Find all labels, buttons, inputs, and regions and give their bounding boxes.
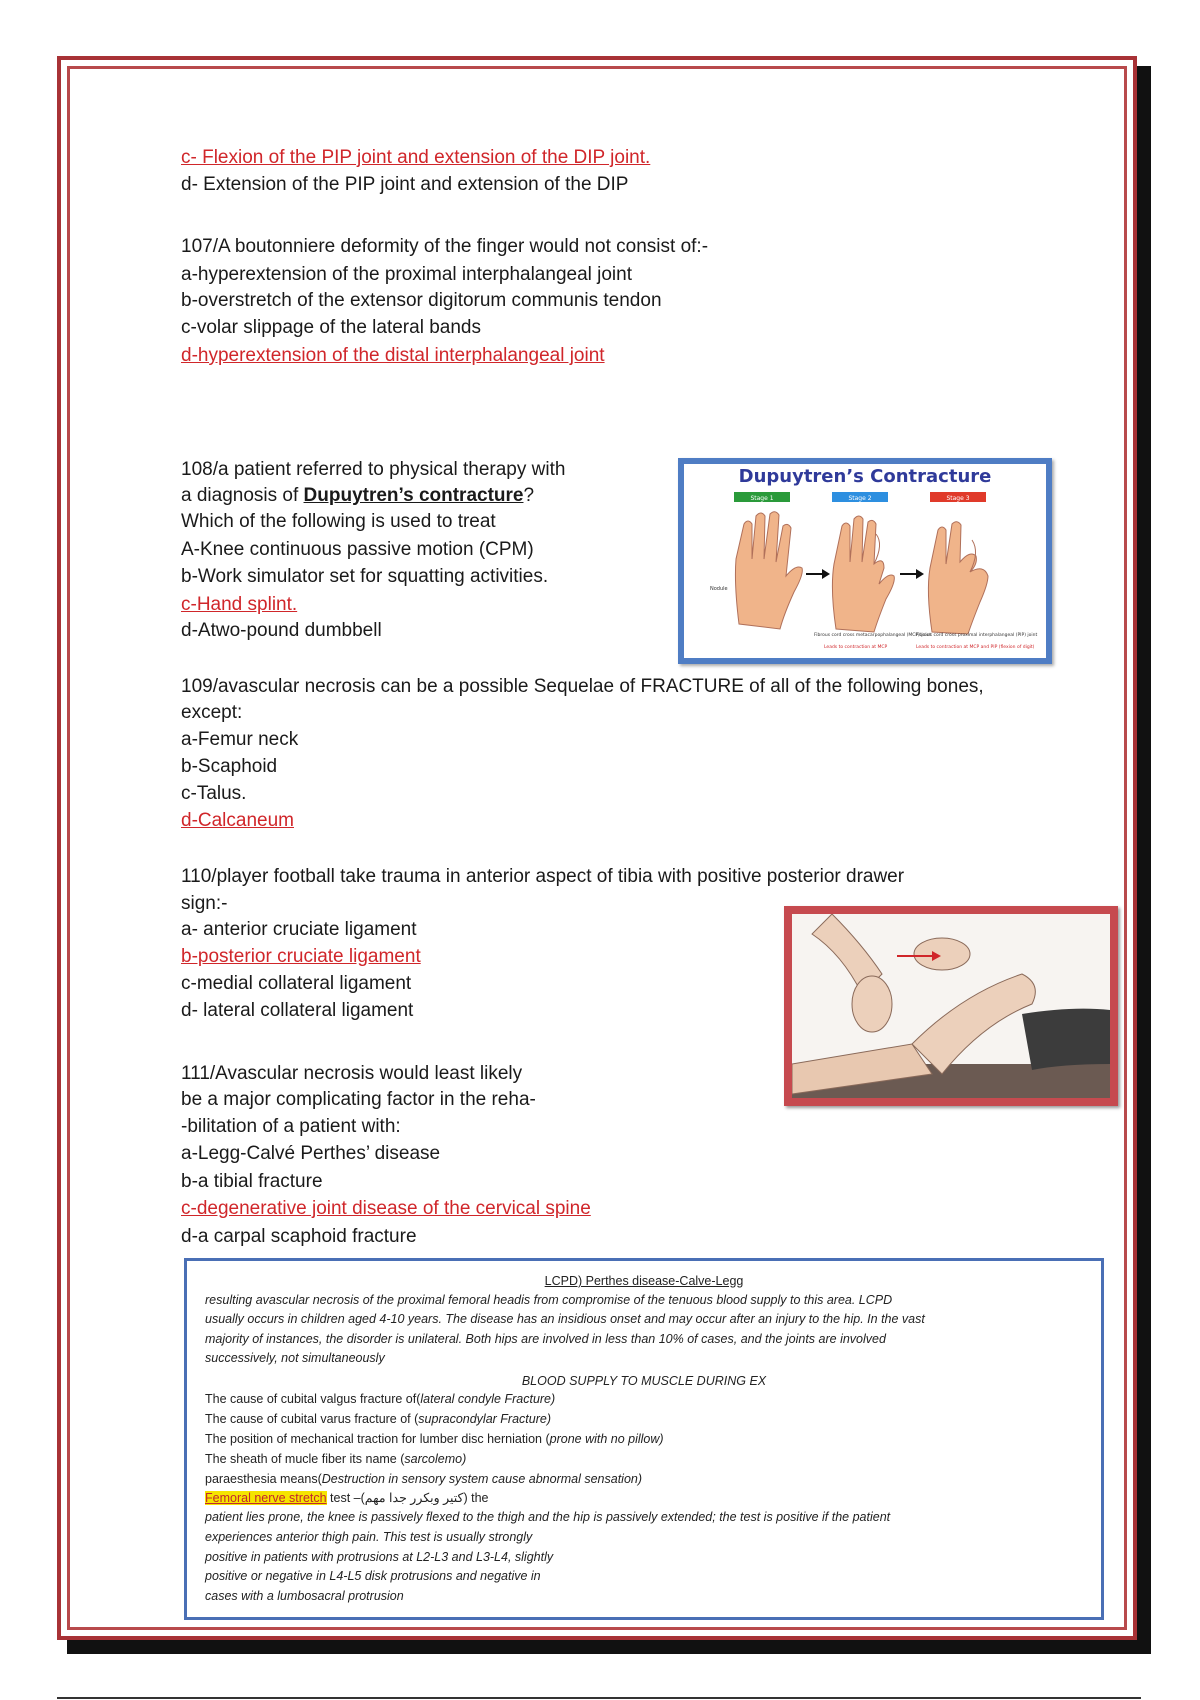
q108-dupuytren-term: Dupuytren’s contracture bbox=[303, 485, 524, 506]
q111-stem-line1: 111/Avascular necrosis would least likely bbox=[181, 1063, 523, 1084]
notes-femoral-line1: patient lies prone, the knee is passively flexed to the thigh and the hip is passively extended; the test is positive if the patient bbox=[205, 1510, 891, 1524]
lead-mcp-pip-label: Leads to contraction at MCP and PIP (flexion of digit) bbox=[916, 645, 1035, 650]
notes-paragraph-line2: usually occurs in children aged 4-10 years. The disease has an insidious onset and may occur after an injury to the hip. In the vast bbox=[205, 1312, 925, 1326]
lead-mcp-label: Leads to contraction at MCP bbox=[824, 645, 888, 650]
q108-stem-line2-suffix: ? bbox=[523, 485, 535, 506]
dupuytren-figure-canvas bbox=[684, 464, 1046, 658]
q106-option-d: d- Extension of the PIP joint and extension of the DIP bbox=[181, 174, 629, 195]
q107-option-d-answer: d-hyperextension of the distal interphalangeal joint bbox=[181, 345, 605, 366]
notes-sheath-text: The sheath of mucle fiber its name ( bbox=[205, 1452, 405, 1466]
dupuytren-contracture-figure bbox=[678, 458, 1052, 664]
q108-stem-line2 bbox=[181, 485, 534, 507]
notes-paragraph-line1: resulting avascular necrosis of the proximal femoral headis from compromise of the tenuous blood supply to this area. LCPD bbox=[205, 1293, 893, 1307]
posterior-drawer-illustration bbox=[792, 914, 1110, 1098]
q107-option-a: a-hyperextension of the proximal interphalangeal joint bbox=[181, 264, 632, 285]
notes-cubital-valgus bbox=[205, 1391, 555, 1407]
q108-option-a: A-Knee continuous passive motion (CPM) bbox=[181, 539, 534, 560]
notes-femoral-line3: positive in patients with protrusions at L2-L3 and L3-L4, slightly bbox=[205, 1550, 554, 1564]
q110-option-a: a- anterior cruciate ligament bbox=[181, 919, 417, 940]
lcpd-notes-box bbox=[184, 1258, 1104, 1620]
q110-option-d: d- lateral collateral ligament bbox=[181, 1000, 414, 1021]
q109-option-c: c-Talus. bbox=[181, 783, 247, 804]
q111-option-a: a-Legg-Calvé Perthes’ disease bbox=[181, 1143, 441, 1164]
notes-paraesthesia bbox=[205, 1471, 642, 1487]
q110-stem-line2: sign:- bbox=[181, 893, 228, 914]
q109-stem-line2: except: bbox=[181, 702, 243, 723]
notes-heading: LCPD) Perthes disease-Calve-Legg bbox=[544, 1274, 744, 1288]
knee-figure-canvas bbox=[792, 914, 1110, 1098]
progression-arrow-icon bbox=[900, 569, 924, 579]
progression-arrow-icon bbox=[806, 569, 830, 579]
q108-option-d: d-Atwo-pound dumbbell bbox=[181, 620, 382, 641]
page-bottom-rule bbox=[57, 1697, 1141, 1699]
stage3-label: Stage 3 bbox=[946, 495, 970, 502]
notes-femoral-line5: cases with a lumbosacral protrusion bbox=[205, 1589, 404, 1603]
q111-stem-line2: be a major complicating factor in the reha- bbox=[181, 1089, 536, 1110]
q109-stem-line1: 109/avascular necrosis can be a possible Sequelae of FRACTURE of all of the following bones, bbox=[181, 676, 984, 697]
patient-foot bbox=[852, 976, 892, 1032]
hand-stage1-icon bbox=[735, 512, 802, 629]
nodule-label: Nodule bbox=[710, 586, 728, 592]
notes-cubital-varus bbox=[205, 1411, 551, 1427]
notes-femoral-line2: experiences anterior thigh pain. This test is usually strongly bbox=[205, 1530, 533, 1544]
posterior-drawer-test-figure bbox=[784, 906, 1118, 1106]
q109-option-d-answer: d-Calcaneum bbox=[181, 810, 294, 831]
q107-option-c: c-volar slippage of the lateral bands bbox=[181, 317, 481, 338]
notes-paragraph-line4: successively, not simultaneously bbox=[205, 1351, 385, 1365]
notes-paraesthesia-text: paraesthesia means( bbox=[205, 1472, 322, 1486]
femoral-nerve-stretch-highlight: Femoral nerve stretch bbox=[205, 1491, 327, 1505]
q107-option-b: b-overstretch of the extensor digitorum communis tendon bbox=[181, 290, 662, 311]
shank-shape bbox=[912, 974, 1035, 1074]
femoral-nerve-stretch-text: test –(كتير وبكرر جدا مهم) the bbox=[326, 1491, 489, 1505]
q110-stem-line1: 110/player football take trauma in anterior aspect of tibia with positive posterior drawer bbox=[181, 866, 905, 887]
q108-option-c-answer: c-Hand splint. bbox=[181, 594, 298, 615]
cord-pip-label: Fibrous cord cross proximal interphalangeal (PIP) joint bbox=[916, 633, 1038, 638]
notes-femoral-nerve-stretch bbox=[205, 1490, 489, 1506]
q108-stem-line3: Which of the following is used to treat bbox=[181, 511, 496, 532]
notes-paragraph-line3: majority of instances, the disorder is unilateral. Both hips are involved in less than 10% of cases, and the joints are involved bbox=[205, 1332, 886, 1346]
q106-option-c-answer: c- Flexion of the PIP joint and extension of the DIP joint. bbox=[181, 147, 651, 168]
notes-sheath-answer: sarcolemo) bbox=[404, 1452, 467, 1466]
q109-option-a: a-Femur neck bbox=[181, 729, 299, 750]
notes-blood-supply: BLOOD SUPPLY TO MUSCLE DURING EX bbox=[521, 1374, 767, 1388]
notes-cubital-valgus-answer: lateral condyle Fracture) bbox=[420, 1392, 556, 1406]
dupuytren-figure-title: Dupuytren’s Contracture bbox=[738, 466, 992, 487]
cord-mcp-label: Fibrous cord cross metacarpophalangeal (MCP) joint bbox=[814, 633, 932, 638]
notes-cubital-valgus-text: The cause of cubital valgus fracture of( bbox=[205, 1392, 421, 1406]
notes-paraesthesia-answer: Destruction in sensory system cause abnormal sensation) bbox=[321, 1472, 643, 1486]
q111-option-c-answer: c-degenerative joint disease of the cervical spine bbox=[181, 1198, 591, 1219]
q110-option-c: c-medial collateral ligament bbox=[181, 973, 412, 994]
stage1-label: Stage 1 bbox=[750, 495, 774, 502]
notes-cubital-varus-text: The cause of cubital varus fracture of ( bbox=[205, 1412, 419, 1426]
q111-option-d: d-a carpal scaphoid fracture bbox=[181, 1226, 417, 1247]
q108-option-b: b-Work simulator set for squatting activities. bbox=[181, 566, 549, 587]
examiner-hand bbox=[914, 938, 970, 970]
notes-cubital-varus-answer: supracondylar Fracture) bbox=[418, 1412, 551, 1426]
q108-stem-line2-prefix: a diagnosis of bbox=[181, 485, 304, 506]
q111-option-b: b-a tibial fracture bbox=[181, 1171, 323, 1192]
notes-traction-position bbox=[205, 1431, 664, 1447]
q107-stem: 107/A boutonniere deformity of the finger would not consist of:- bbox=[181, 236, 709, 257]
dupuytren-hands-illustration bbox=[684, 464, 1046, 658]
q109-option-b: b-Scaphoid bbox=[181, 756, 278, 777]
hand-stage3-icon bbox=[928, 522, 988, 634]
notes-muscle-sheath bbox=[205, 1451, 466, 1467]
q111-stem-line3: -bilitation of a patient with: bbox=[181, 1116, 401, 1137]
q108-stem-line1: 108/a patient referred to physical therapy with bbox=[181, 459, 566, 480]
hand-stage2-icon bbox=[832, 516, 894, 632]
notes-traction-answer: prone with no pillow) bbox=[549, 1432, 664, 1446]
stage2-label: Stage 2 bbox=[848, 495, 872, 502]
thigh-clothing bbox=[1022, 1009, 1110, 1070]
notes-femoral-line4: positive or negative in L4-L5 disk protrusions and negative in bbox=[205, 1569, 541, 1583]
notes-traction-text: The position of mechanical traction for lumber disc herniation ( bbox=[205, 1432, 550, 1446]
q110-option-b-answer: b-posterior cruciate ligament bbox=[181, 946, 421, 967]
